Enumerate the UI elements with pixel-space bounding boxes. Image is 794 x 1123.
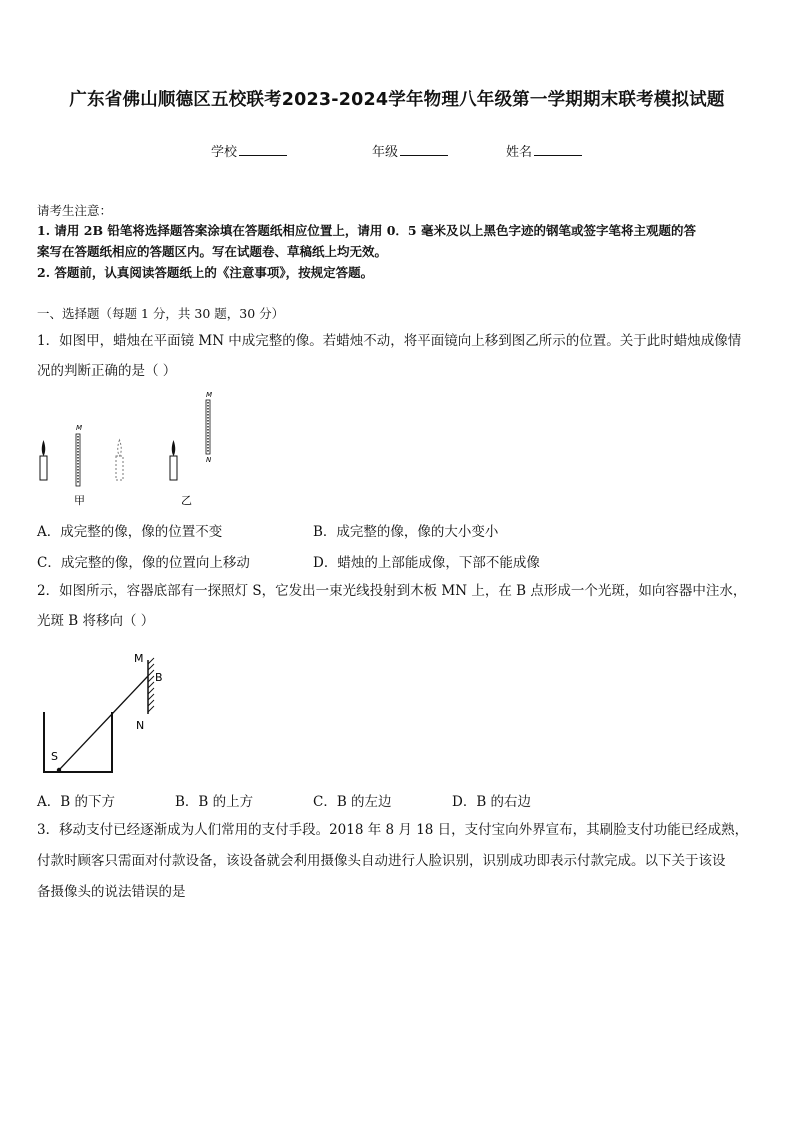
q1-stem-line-1: 1．如图甲，蜡烛在平面镜 MN 中成完整的像。若蜡烛不动，将平面镜向上移到图乙所示的位置。关于此时蜡烛成像情	[37, 333, 742, 349]
q2-option-a[interactable]: A．B 的下方	[37, 794, 115, 810]
candle-jia	[40, 440, 47, 480]
grade-label: 年级	[372, 145, 399, 160]
q1-label-m2: M	[206, 391, 213, 399]
image-candle	[116, 440, 123, 480]
mirror-jia	[76, 434, 80, 486]
section-heading: 一、选择题（每题 1 分，共 30 题，30 分）	[37, 306, 285, 321]
q2-option-d[interactable]: D．B 的右边	[452, 794, 532, 810]
page-title: 广东省佛山顺德区五校联考2023-2024学年物理八年级第一学期期末联考模拟试题	[69, 90, 725, 110]
q2-label-s: S	[51, 750, 58, 763]
light-source	[57, 768, 61, 772]
q1-label-m1: M	[76, 424, 83, 432]
light-ray	[59, 676, 148, 770]
q2-option-c[interactable]: C．B 的左边	[313, 794, 392, 810]
school-blank[interactable]	[239, 144, 287, 156]
q1-option-d[interactable]: D．蜡烛的上部能成像，下部不能成像	[313, 555, 540, 571]
q1-label-jia: 甲	[74, 494, 85, 507]
notice-item-2: 2. 答题前，认真阅读答题纸上的《注意事项》，按规定答题。	[37, 265, 374, 280]
name-field[interactable]	[506, 141, 582, 160]
container	[44, 712, 112, 772]
q1-figure	[34, 390, 224, 508]
q1-label-yi: 乙	[181, 494, 192, 507]
q3-stem-line-1: 3．移动支付已经逐渐成为人们常用的支付手段。2018 年 8 月 18 日，支付宝向外界宣布，其刷脸支付功能已经成熟，	[37, 822, 749, 838]
q1-stem-line-2: 况的判断正确的是（ ）	[37, 363, 177, 379]
name-label: 姓名	[506, 145, 533, 160]
mirror-yi	[206, 400, 210, 454]
grade-field[interactable]	[372, 141, 448, 160]
name-blank[interactable]	[534, 144, 582, 156]
q2-label-n: N	[136, 719, 145, 732]
q2-label-m: M	[134, 652, 144, 665]
q1-option-a[interactable]: A．成完整的像，像的位置不变	[37, 524, 223, 540]
notice-item-1-line-2: 案写在答题纸相应的答题区内。写在试题卷、草稿纸上均无效。	[37, 244, 388, 259]
q3-stem-line-2: 付款时顾客只需面对付款设备，该设备就会利用摄像头自动进行人脸识别，识别成功即表示付款完成。以下关于该设	[37, 853, 726, 869]
notice-heading: 请考生注意：	[37, 203, 113, 218]
q2-option-b[interactable]: B．B 的上方	[175, 794, 254, 810]
candle-yi	[170, 440, 177, 480]
grade-blank[interactable]	[400, 144, 448, 156]
school-field[interactable]	[211, 141, 287, 160]
q1-option-c[interactable]: C．成完整的像，像的位置向上移动	[37, 555, 250, 571]
school-label: 学校	[211, 145, 238, 160]
q1-label-n2: N	[206, 456, 212, 464]
q2-figure	[36, 644, 171, 779]
q1-option-b[interactable]: B．成完整的像，像的大小变小	[313, 524, 499, 540]
q2-stem-line-2: 光斑 B 将移向（ ）	[37, 613, 155, 629]
q2-stem-line-1: 2．如图所示，容器底部有一探照灯 S，它发出一束光线投射到木板 MN 上，在 B 点形成一个光斑，如向容器中注水，	[37, 583, 747, 599]
q3-stem-line-3: 备摄像头的说法错误的是	[37, 884, 186, 900]
q2-label-b: B	[155, 671, 163, 684]
notice-item-1-line-1: 1. 请用 2B 铅笔将选择题答案涂填在答题纸相应位置上，请用 0．5 毫米及以上黑色字迹的钢笔或签字笔将主观题的答	[37, 223, 696, 238]
